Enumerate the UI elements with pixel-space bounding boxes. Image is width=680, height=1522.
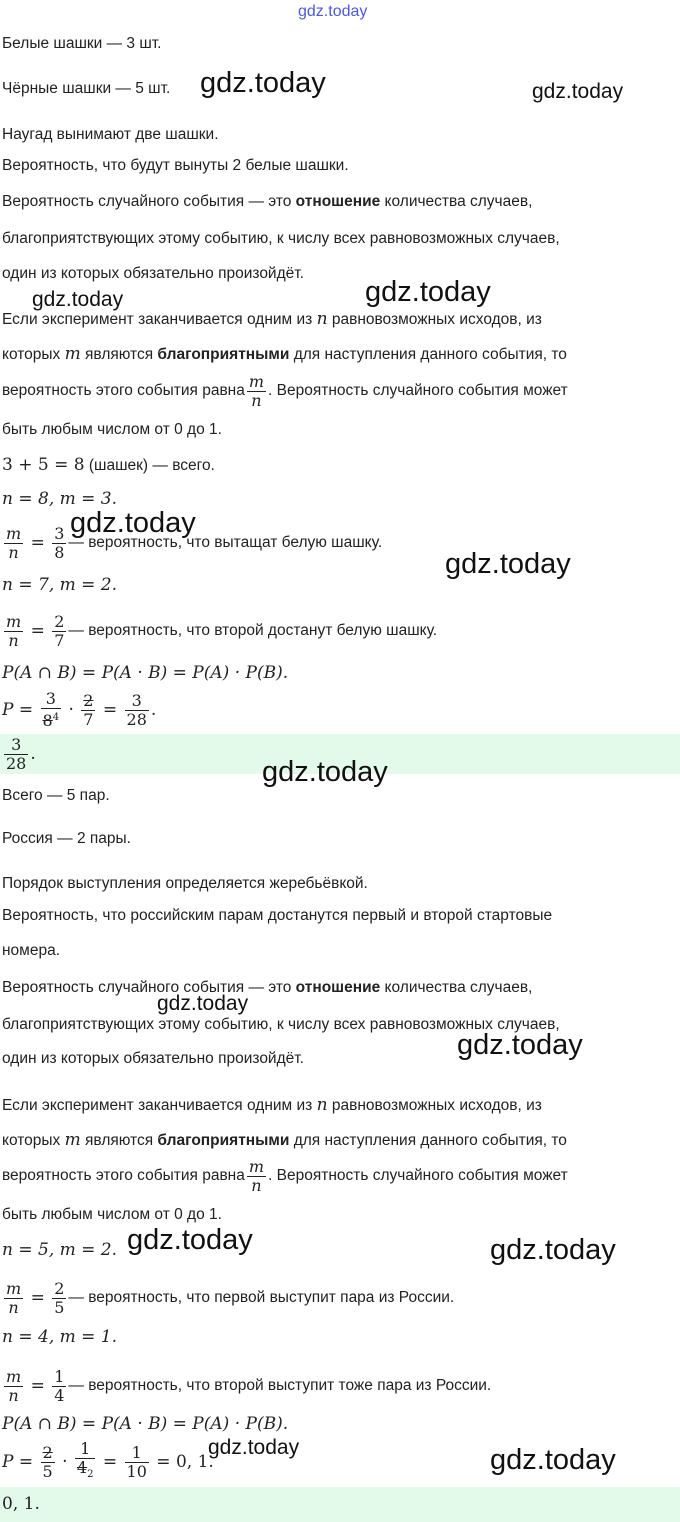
watermark: gdz.today [490,1234,616,1266]
watermark: gdz.today [70,507,196,539]
p2-experiment-line3: вероятность этого события равна $\frac{m}{n}$ . Вероятность случайного события может [2,1156,568,1195]
watermark: gdz.today [457,1029,583,1061]
p2-definition-line2: благоприятствующих этому событию, к числу всех равновозможных случаев, [2,1016,560,1033]
p2-calculation: P = $\frac{2}{5}$ · $\frac{1}{4_2}$ = $\frac{1}{10}$ = 0, 1. [2,1440,214,1484]
p1-total: 3 + 5 = 8 (шашек) — всего. [2,455,215,475]
watermark: gdz.today [262,756,388,788]
p2-probability-second: $\frac{m}{n}$ = $\frac{1}{4}$ — вероятность, что второй выступит тоже пара из России. [6,1366,492,1405]
p1-nm1: n = 8, m = 3. [2,489,118,509]
p1-experiment-line4: быть любым числом от 0 до 1. [2,421,222,438]
p1-experiment-line1: Если эксперимент заканчивается одним из n равновозможных исходов, из [2,309,542,329]
p1-experiment-line3: вероятность этого события равна $\frac{m}{n}$ . Вероятность случайного события может [2,371,568,410]
p2-definition-line3: один из которых обязательно произойдёт. [2,1050,304,1067]
p1-formula: P(A ∩ B) = P(A · B) = P(A) · P(B). [2,663,289,683]
watermark: gdz.today [365,276,491,308]
p2-answer-band [0,1487,680,1522]
p1-probability-second: $\frac{m}{n}$ = $\frac{2}{7}$ — вероятность, что второй достанут белую шашку. [6,611,438,650]
p2-answer: 0, 1. [2,1494,40,1514]
watermark: gdz.today [157,992,249,1015]
watermark: gdz.today [208,1436,300,1459]
p2-total-pairs: Всего — 5 пар. [2,787,110,804]
p2-nm2: n = 4, m = 1. [2,1327,118,1347]
watermark: gdz.today [200,67,326,99]
p1-white-count: Белые шашки — 3 шт. [2,35,162,52]
p2-definition-line1: Вероятность случайного события — это отношение количества случаев, [2,979,533,996]
p1-nm2: n = 7, m = 2. [2,575,118,595]
p1-draw-statement: Наугад вынимают две шашки. [2,126,219,143]
p1-answer: $\frac{3}{28}$ . [6,734,36,773]
watermark: gdz.today [445,548,571,580]
watermark: gdz.today [32,288,124,311]
watermark: gdz.today [532,80,624,103]
p1-experiment-line2: которых m являются благоприятными для наступления данного события, то [2,344,567,364]
p1-definition-line2: благоприятствующих этому событию, к числу всех равновозможных случаев, [2,230,560,247]
p1-definition-line1: Вероятность случайного события — это отношение количества случаев, [2,193,533,210]
p2-question-line2: номера. [2,942,61,959]
p2-experiment-line2: которых m являются благоприятными для наступления данного события, то [2,1130,567,1150]
p2-formula: P(A ∩ B) = P(A · B) = P(A) · P(B). [2,1414,289,1434]
p1-question: Вероятность, что будут вынуты 2 белые шашки. [2,157,349,174]
p2-experiment-line4: быть любым числом от 0 до 1. [2,1206,222,1223]
fraction-m-over-n: $\frac{m}{n}$ [248,371,265,410]
p1-calculation: P = $\frac{3}{8^4}$ · $\frac{2}{7}$ = $\frac{3}{28}$ . [2,689,157,730]
p2-russia-pairs: Россия — 2 пары. [2,830,131,847]
p2-question-line1: Вероятность, что российским парам достанутся первый и второй стартовые [2,907,553,924]
watermark: gdz.today [127,1224,253,1256]
p1-black-count: Чёрные шашки — 5 шт. [2,80,171,97]
p1-definition-line3: один из которых обязательно произойдёт. [2,265,304,282]
watermark: gdz.today [490,1444,616,1476]
p2-probability-first: $\frac{m}{n}$ = $\frac{2}{5}$ — вероятность, что первой выступит пара из России. [6,1278,455,1317]
p2-nm1: n = 5, m = 2. [2,1240,118,1260]
p2-experiment-line1: Если эксперимент заканчивается одним из n равновозможных исходов, из [2,1095,542,1115]
p2-order: Порядок выступления определяется жеребьёвкой. [2,875,368,892]
site-header-link[interactable]: gdz.today [298,3,368,20]
p1-probability-first: $\frac{m}{n}$ = $\frac{3}{8}$ — вероятность, что вытащат белую шашку. [6,523,383,562]
